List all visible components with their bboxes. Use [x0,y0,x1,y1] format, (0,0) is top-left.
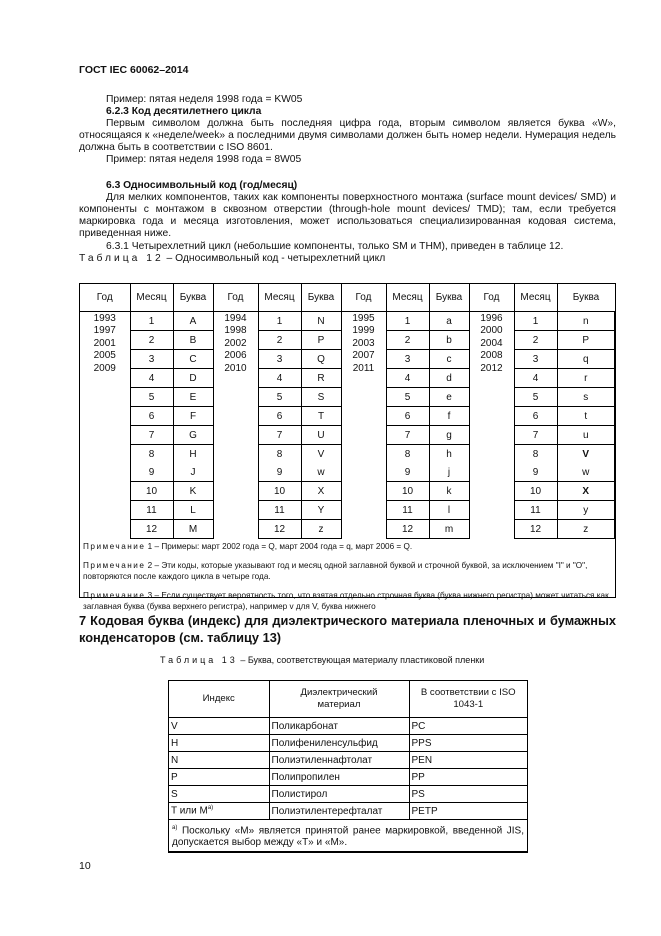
index-cell: H [169,735,269,752]
letter-cell: w [557,463,615,482]
table-13-header-material: Диэлектрический материал [269,681,409,718]
month-cell: 6 [130,407,173,426]
table-12-years-cell [80,312,130,539]
month-cell: 5 [514,388,557,407]
month-cell: 4 [258,369,301,388]
paragraph-6-3-1: 6.3.1 Четырехлетний цикл (небольшие компоненты, только SM и THM), приведен в таблице 12. [106,241,564,252]
month-cell: 2 [386,331,429,350]
letter-cell: m [429,520,469,539]
month-cell: 9 [130,463,173,482]
month-cell: 10 [258,482,301,501]
year-value: 1997 [93,325,116,337]
letter-cell: z [301,520,341,539]
letter-cell: h [429,445,469,464]
letter-cell: P [557,331,615,350]
month-cell: 11 [258,501,301,520]
month-cell: 8 [386,445,429,464]
letter-cell: t [557,407,615,426]
table-13 [168,680,528,853]
material-cell: Полиэтилентерефталат [269,803,409,820]
iso-cell: PPS [409,735,527,752]
material-cell: Полипропилен [269,769,409,786]
material-cell: Поликарбонат [269,718,409,735]
year-value: 2007 [352,350,375,362]
month-cell: 12 [258,520,301,539]
iso-cell: PP [409,769,527,786]
month-cell: 7 [386,426,429,445]
index-cell: T или $M^{a)}$ [169,803,269,820]
letter-cell: s [557,388,615,407]
letter-cell: M [173,520,213,539]
table-12-header-cell: Месяц [514,284,557,312]
table-12 [79,283,616,611]
letter-cell: E [173,388,213,407]
letter-cell: B [173,331,213,350]
table-12-header-cell: Буква [429,284,469,312]
letter-cell: V [557,445,615,464]
year-value: 2005 [93,350,116,362]
table-12-caption-label: Таблица 12 [79,253,164,264]
month-cell: 9 [386,463,429,482]
document-header: ГОСТ IEC 60062–2014 [79,64,189,76]
year-value: 1993 [93,313,116,324]
iso-cell: PETP [409,803,527,820]
table-12-header-cell: Год [80,284,130,312]
letter-cell: Y [301,501,341,520]
material-cell: Полистирол [269,786,409,803]
page-number: 10 [79,860,91,872]
month-cell: 7 [258,426,301,445]
example-kw: Пример: пятая неделя 1998 года = KW05 [106,94,303,105]
month-cell: 3 [514,350,557,369]
table-12-note-3: Примечание 3 – Если существует вероятность того, что взятая отдельно строчная буква (буква нижнего регистра) может читаться как заглавная буква (буква верхнего регистра), например v для V, буква нижнего [83,591,609,611]
table-12-header-cell: Год [213,284,258,312]
month-cell: 5 [386,388,429,407]
month-cell: 4 [386,369,429,388]
letter-cell: e [429,388,469,407]
index-cell: P [169,769,269,786]
letter-cell: w [301,463,341,482]
month-cell: 12 [130,520,173,539]
letter-cell: C [173,350,213,369]
letter-cell: L [173,501,213,520]
month-cell: 8 [514,445,557,464]
letter-cell: A [173,312,213,331]
letter-cell: j [429,463,469,482]
section-7-heading: 7 Кодовая буква (индекс) для диэлектрического материала пленочных и бумажных конденсаторов (см. таблицу 13) [79,613,616,645]
index-cell: S [169,786,269,803]
letter-cell: S [301,388,341,407]
year-value: 2009 [93,362,116,374]
material-cell: Полифениленсульфид [269,735,409,752]
year-value: 1998 [224,325,247,337]
month-cell: 2 [258,331,301,350]
year-value: 1995 [352,313,375,324]
letter-cell: k [429,482,469,501]
month-cell: 2 [514,331,557,350]
letter-cell: f [429,407,469,426]
paragraph-6-3: Для мелких компонентов, таких как компоненты поверхностного монтажа (surface mount devices/ SMD) и компоненты с монтажом в сквозном отверстии (through-hole mount devices/ TMD); там, если требуется маркировка года и месяца изготовления, может использоваться специализированная кодовая система, приведенная ниже. [79,192,616,239]
letter-cell: F [173,407,213,426]
month-cell: 5 [258,388,301,407]
table-12-caption-text: – Односимвольный код - четырехлетний цикл [163,253,386,264]
letter-cell: n [557,312,615,331]
month-cell: 5 [130,388,173,407]
table-12-header-cell: Год [341,284,386,312]
table-12-header-cell: Год [469,284,514,312]
year-value: 2010 [224,362,247,374]
table-12-header-cell: Буква [301,284,341,312]
letter-cell: z [557,520,615,539]
month-cell: 6 [386,407,429,426]
letter-cell: D [173,369,213,388]
table-13-footnote: $^{a)}$ Поскольку «M» является принятой ранее маркировкой, введенной JIS, допускается выбор между «T» и «M». [169,820,527,852]
year-value: 1994 [224,313,247,324]
letter-cell: Q [301,350,341,369]
letter-cell: l [429,501,469,520]
letter-cell: u [557,426,615,445]
table-12-years-cell [213,312,258,539]
table-12-row [80,312,615,331]
month-cell: 4 [130,369,173,388]
table-12-caption [79,253,616,265]
table-12-note-1: Примечание 1 – Примеры: март 2002 года = Q, март 2004 года = q, март 2006 = Q. [83,542,413,551]
month-cell: 6 [258,407,301,426]
table-13-row [169,718,527,735]
month-cell: 3 [258,350,301,369]
letter-cell: c [429,350,469,369]
table-12-years-cell [469,312,514,539]
letter-cell: g [429,426,469,445]
iso-cell: PS [409,786,527,803]
table-13-row [169,752,527,769]
letter-cell: b [429,331,469,350]
month-cell: 4 [514,369,557,388]
iso-cell: PC [409,718,527,735]
letter-cell: H [173,445,213,464]
footnote-marker: a) [207,805,214,812]
year-value: 2000 [480,325,503,337]
table-13-row [169,769,527,786]
month-cell: 7 [514,426,557,445]
year-value: 2012 [480,362,503,374]
table-13-header-iso: В соответствии с ISO 1043-1 [409,681,527,718]
letter-cell: y [557,501,615,520]
table-13-caption-label: Таблица 13 [160,655,238,665]
letter-cell: d [429,369,469,388]
month-cell: 11 [514,501,557,520]
year-value: 1999 [352,325,375,337]
letter-cell: X [301,482,341,501]
month-cell: 8 [130,445,173,464]
letter-cell: N [301,312,341,331]
heading-6-2-3: 6.2.3 Код десятилетнего цикла [106,106,262,117]
table-13-row [169,786,527,803]
table-13-row [169,735,527,752]
month-cell: 7 [130,426,173,445]
year-value: 2002 [224,337,247,349]
year-value: 2001 [93,337,116,349]
month-cell: 1 [514,312,557,331]
letter-cell: J [173,463,213,482]
letter-cell: G [173,426,213,445]
table-12-header-cell: Месяц [258,284,301,312]
letter-cell: U [301,426,341,445]
year-value: 2011 [352,362,375,374]
month-cell: 2 [130,331,173,350]
material-cell: Полиэтиленнафтолат [269,752,409,769]
letter-cell: P [301,331,341,350]
table-12-years-cell [341,312,386,539]
month-cell: 1 [386,312,429,331]
letter-cell: K [173,482,213,501]
table-13-footnote-row [169,820,527,852]
table-13-caption [160,655,484,665]
year-value: 2003 [352,337,375,349]
letter-cell: X [557,482,615,501]
month-cell: 6 [514,407,557,426]
table-12-header-cell: Буква [557,284,615,312]
month-cell: 3 [130,350,173,369]
index-cell: V [169,718,269,735]
month-cell: 12 [386,520,429,539]
month-cell: 9 [514,463,557,482]
month-cell: 10 [130,482,173,501]
year-value: 2004 [480,337,503,349]
table-12-header-cell: Месяц [130,284,173,312]
letter-cell: q [557,350,615,369]
table-13-header-row [169,681,527,718]
month-cell: 11 [386,501,429,520]
month-cell: 3 [386,350,429,369]
example-8w: Пример: пятая неделя 1998 года = 8W05 [106,154,302,165]
table-12-header-cell: Буква [173,284,213,312]
table-13-caption-text: – Буква, соответствующая материалу пластиковой пленки [237,655,485,665]
table-13-row [169,803,527,820]
letter-cell: V [301,445,341,464]
letter-cell: a [429,312,469,331]
year-value: 1996 [480,313,503,324]
iso-cell: PEN [409,752,527,769]
letter-cell: T [301,407,341,426]
table-13-header-index: Индекс [169,681,269,718]
table-12-notes [80,539,615,614]
table-12-header-cell: Месяц [386,284,429,312]
month-cell: 11 [130,501,173,520]
month-cell: 10 [514,482,557,501]
letter-cell: r [557,369,615,388]
year-value: 2006 [224,350,247,362]
table-12-header-row [80,284,615,312]
year-value: 2008 [480,350,503,362]
month-cell: 12 [514,520,557,539]
index-cell: N [169,752,269,769]
month-cell: 10 [386,482,429,501]
paragraph-6-2-3: Первым символом должна быть последняя цифра года, вторым символом является буква «W», относящаяся к «неделе/week» а последними двумя символами должен быть номер недели. Нумерация недель должна быть в соответствии с ISO 8601. [79,118,616,153]
month-cell: 8 [258,445,301,464]
month-cell: 1 [258,312,301,331]
letter-cell: R [301,369,341,388]
heading-6-3: 6.3 Односимвольный код (год/месяц) [106,180,298,191]
table-12-note-2: Примечание 2 – Эти коды, которые указывают год и месяц одной заглавной буквой и строчной буквой, за исключением "I" и "O", повторяются после каждого цикла в четыре года. [83,561,588,581]
month-cell: 1 [130,312,173,331]
month-cell: 9 [258,463,301,482]
